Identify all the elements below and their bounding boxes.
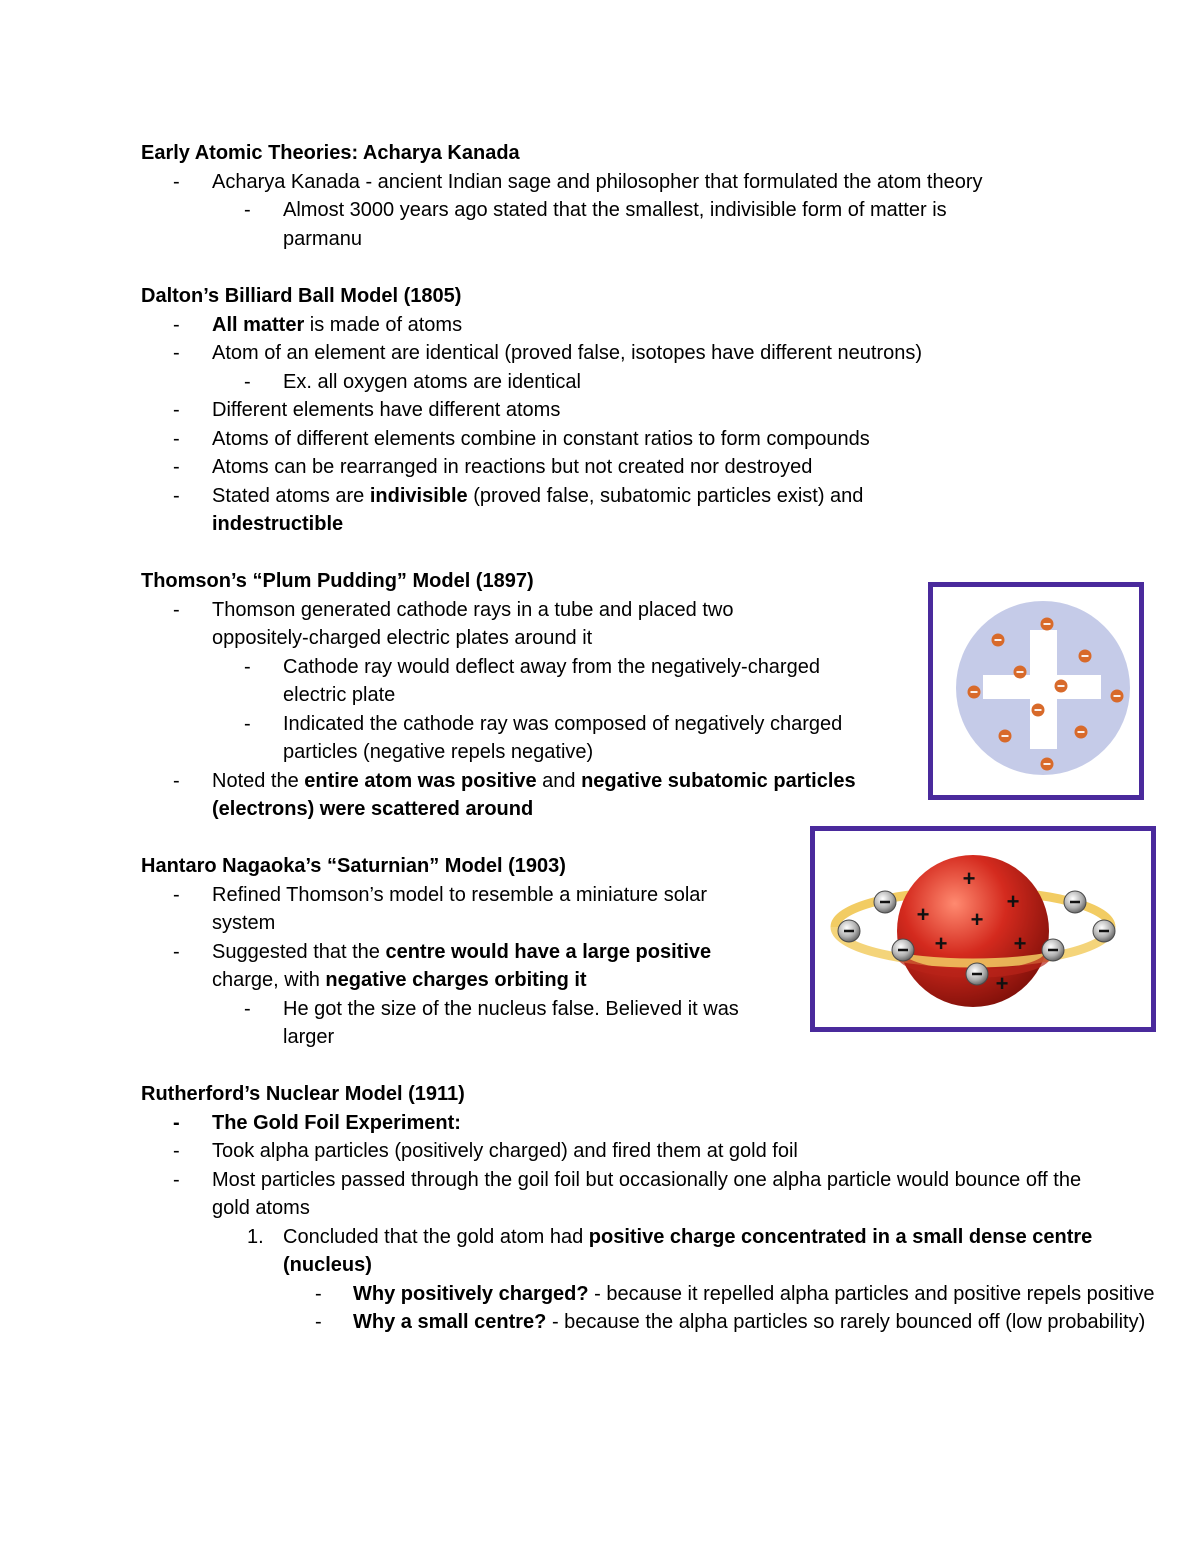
item-text: Ex. all oxygen atoms are identical: [283, 370, 581, 393]
bullet-marker: -: [244, 712, 251, 735]
bullet-marker: -: [315, 1282, 322, 1305]
bullet-marker: -: [173, 427, 180, 450]
section-nagaoka: [141, 852, 801, 1052]
bullet-marker: -: [173, 1140, 180, 1162]
bullet-marker: -: [173, 456, 180, 478]
bullet-marker: -: [173, 1168, 180, 1191]
bullet-marker: -: [173, 940, 180, 963]
plus-icon: +: [970, 907, 984, 932]
bullet-marker: -: [173, 769, 180, 792]
section-heading: Thomson’s “Plum Pudding” Model (1897): [141, 570, 534, 592]
list-item: [141, 596, 792, 653]
item-text: is made of atoms: [304, 313, 463, 336]
list-item: [141, 368, 1001, 397]
item-bold-text: positive charge concentrated in a small dense centre (nucleus): [283, 1225, 1093, 1276]
item-text: - because the alpha particles so rarely bounced off (low probability): [546, 1311, 1146, 1333]
bullet-marker: -: [173, 313, 180, 336]
item-text: Atom of an element are identical (proved false, isotopes have different neutrons): [212, 342, 923, 364]
item-text: Stated atoms are: [212, 484, 370, 507]
bullet-marker: -: [315, 1311, 322, 1333]
plus-icon: +: [962, 866, 976, 891]
item-text: Most particles passed through the goil foil but occasionally one alpha particle would bounce off the gold atoms: [212, 1168, 1082, 1219]
section-heading: Dalton’s Billiard Ball Model (1805): [141, 285, 462, 307]
section-heading: Rutherford’s Nuclear Model (1911): [141, 1083, 465, 1105]
bullet-marker: -: [173, 1111, 180, 1134]
item-text: Indicated the cathode ray was composed of negatively charged particles (negative repels negative): [283, 712, 843, 763]
list-item: [141, 425, 1001, 454]
list-item: [141, 1166, 1082, 1223]
item-text: Concluded that the gold atom had: [283, 1225, 589, 1248]
item-bold-text: Why a small centre?: [353, 1311, 547, 1333]
list-item: [141, 1223, 1163, 1280]
plum-pudding-model-figure: [928, 582, 1144, 800]
item-text: He got the size of the nucleus false. Believed it was larger: [283, 997, 739, 1048]
item-text: Suggested that the: [212, 940, 386, 963]
list-item: [141, 1109, 1081, 1138]
plum-pudding-diagram: [933, 587, 1139, 795]
item-bold-text: centre would have a large positive: [385, 940, 712, 963]
section-dalton: [141, 282, 1001, 539]
item-bold-text: indestructible: [212, 513, 344, 535]
section-rutherford: [141, 1080, 1155, 1337]
item-text: Thomson generated cathode rays in a tube and placed two oppositely-charged electric plates around it: [212, 598, 734, 649]
bullet-marker: -: [244, 655, 251, 678]
bullet-marker: -: [244, 370, 251, 393]
item-bold-text: negative charges orbiting it: [325, 969, 587, 991]
saturnian-diagram: [815, 831, 1151, 1027]
list-item: [141, 710, 893, 767]
list-item: [141, 168, 1081, 197]
section-heading: Hantaro Nagaoka’s “Saturnian” Model (1903): [141, 855, 566, 877]
bullet-marker: -: [244, 997, 251, 1020]
list-item: [141, 311, 1001, 340]
item-bold-text: negative subatomic particles (electrons) were scattered around: [212, 769, 856, 820]
list-item: [141, 482, 912, 539]
item-text: and: [536, 769, 582, 792]
list-item: [141, 995, 783, 1052]
item-text: Different elements have different atoms: [212, 399, 561, 421]
item-text: Took alpha particles (positively charged) and fired them at gold foil: [212, 1140, 798, 1162]
section-heading: Early Atomic Theories: Acharya Kanada: [141, 142, 520, 164]
item-bold-text: indivisible: [369, 484, 468, 507]
bullet-marker: -: [244, 199, 251, 221]
list-item: [141, 339, 1001, 368]
item-text: Cathode ray would deflect away from the negatively-charged electric plate: [283, 655, 820, 706]
item-text: (proved false, subatomic particles exist) and: [467, 484, 864, 507]
item-text: charge, with: [212, 969, 326, 991]
item-text: Acharya Kanada - ancient Indian sage and philosopher that formulated the atom theory: [212, 170, 983, 193]
item-text: Refined Thomson’s model to resemble a miniature solar system: [212, 883, 708, 934]
item-bold-text: All matter: [212, 313, 305, 336]
item-text: - because it repelled alpha particles and positive repels positive: [588, 1282, 1155, 1305]
bullet-marker: -: [173, 484, 180, 507]
item-bold-text: entire atom was positive: [304, 769, 537, 792]
section-thomson: [141, 567, 921, 824]
item-text: Atoms can be rearranged in reactions but not created nor destroyed: [212, 456, 813, 478]
list-item: [141, 1137, 1081, 1166]
list-item: [141, 767, 932, 824]
item-bold-text: Why positively charged?: [353, 1282, 589, 1305]
bullet-marker: -: [173, 399, 180, 421]
list-item: [141, 1280, 1200, 1309]
plus-icon: +: [916, 902, 930, 927]
list-item: [141, 396, 1001, 425]
plus-icon: +: [934, 931, 948, 956]
plus-icon: +: [1013, 931, 1027, 956]
bullet-marker: -: [173, 598, 180, 621]
list-item: [141, 938, 782, 995]
bullet-marker: -: [173, 883, 180, 906]
bullet-marker: -: [173, 170, 180, 193]
list-item: [141, 1308, 1200, 1337]
list-item: [141, 881, 752, 938]
list-number: 1.: [247, 1225, 264, 1248]
item-bold-text: The Gold Foil Experiment:: [212, 1111, 461, 1134]
bullet-marker: -: [173, 342, 180, 364]
list-item: [141, 653, 883, 710]
list-item: [141, 196, 1003, 253]
section-acharya-kanada: [141, 139, 1081, 253]
item-text: Almost 3000 years ago stated that the smallest, indivisible form of matter is parmanu: [283, 199, 947, 250]
item-text: Noted the: [212, 769, 305, 792]
saturnian-model-figure: [810, 826, 1156, 1032]
list-item: [141, 453, 1001, 482]
plus-icon: +: [1006, 889, 1020, 914]
plus-icon: +: [995, 971, 1009, 996]
item-text: Atoms of different elements combine in constant ratios to form compounds: [212, 427, 870, 450]
